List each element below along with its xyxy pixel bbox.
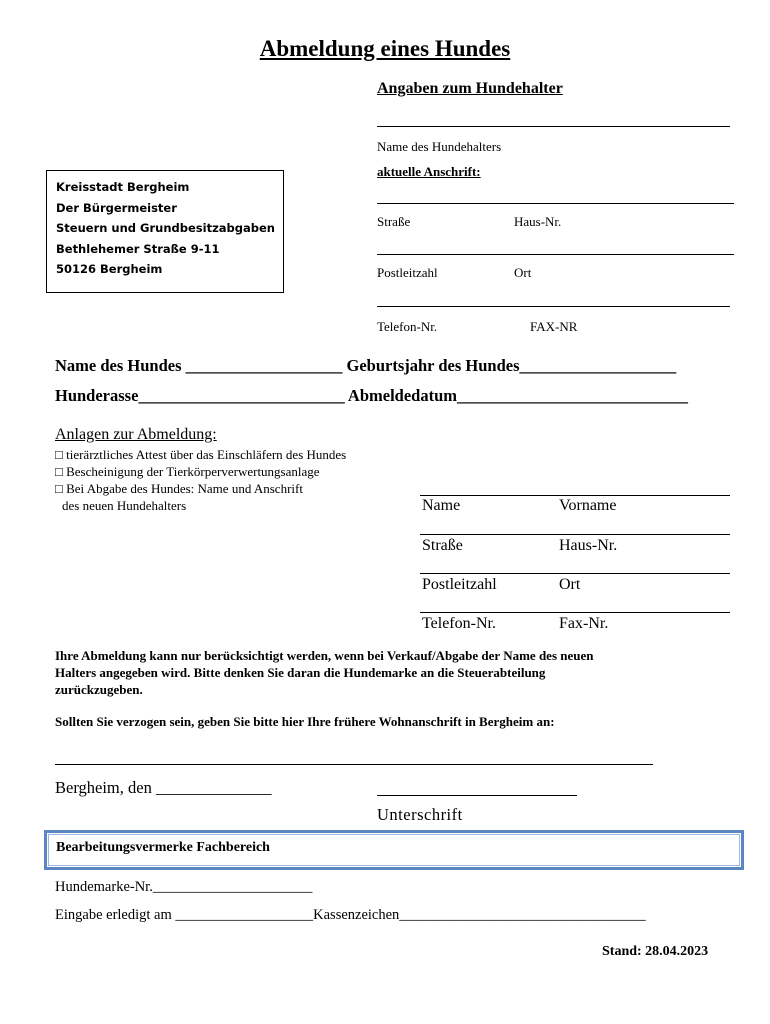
new-holder-line <box>420 495 730 496</box>
phone-line[interactable] <box>377 306 730 307</box>
street-line[interactable] <box>377 203 734 204</box>
new-holder-firstname-label: Vorname <box>559 497 617 514</box>
zip-line[interactable] <box>377 254 734 255</box>
stand-date: Stand: 28.04.2023 <box>602 944 709 959</box>
attachments-heading: Anlagen zur Abmeldung: <box>55 426 217 443</box>
street-label: Straße <box>377 214 411 229</box>
holder-name-label: Name des Hundehalters <box>377 139 502 154</box>
new-holder-fax-label: Fax-Nr. <box>559 615 609 632</box>
fax-label: FAX-NR <box>530 319 578 334</box>
dog-breed-label: Hunderasse <box>55 386 139 405</box>
entry-row <box>55 907 646 924</box>
zip-label: Postleitzahl <box>377 265 438 280</box>
recipient-line: Kreisstadt Bergheim <box>56 180 190 194</box>
notice-paragraph <box>55 647 594 698</box>
house-label: Haus-Nr. <box>514 214 562 229</box>
signature-label: Unterschrift <box>377 805 463 824</box>
entry-date-label: Eingabe erledigt am <box>55 907 172 923</box>
holder-heading: Angaben zum Hundehalter <box>377 80 563 97</box>
recipient-line: 50126 Bergheim <box>56 262 163 277</box>
dog-name-row <box>55 356 676 376</box>
place-date-field[interactable]: ______________ <box>155 778 272 797</box>
former-address-line[interactable] <box>55 764 653 765</box>
address-heading: aktuelle Anschrift: <box>377 164 481 179</box>
holder-name-line[interactable] <box>377 126 730 127</box>
notice-line: zurückzugeben. <box>55 682 143 697</box>
new-holder-name-line[interactable] <box>420 534 730 535</box>
tag-number-field[interactable]: ______________________ <box>152 879 313 895</box>
phone-label: Telefon-Nr. <box>377 319 438 334</box>
city-label: Ort <box>514 265 532 280</box>
new-holder-zip-label: Postleitzahl <box>422 576 497 593</box>
dog-name-field[interactable]: ___________________ <box>185 356 343 375</box>
attachment-checkbox-item[interactable]: □ Bescheinigung der Tierkörperverwertungsanlage <box>55 464 320 479</box>
tag-number-label: Hundemarke-Nr. <box>55 879 153 895</box>
dog-name-label: Name des Hundes <box>55 356 182 375</box>
attachment-continuation: des neuen Hundehalters <box>62 498 187 513</box>
office-notes-heading: Bearbeitungsvermerke Fachbereich <box>56 840 270 855</box>
dog-birthyear-field[interactable]: ___________________ <box>519 356 677 375</box>
place-date-label: Bergheim, den <box>55 778 152 797</box>
recipient-line: Bethlehemer Straße 9-11 <box>56 241 220 256</box>
dereg-date-field[interactable]: ____________________________ <box>457 386 688 405</box>
moved-notice: Sollten Sie verzogen sein, geben Sie bitte hier Ihre frühere Wohnanschrift in Bergheim an: <box>55 714 555 729</box>
tag-number-row <box>55 879 312 896</box>
recipient-address-box <box>46 170 284 293</box>
entry-date-field[interactable]: ___________________ <box>175 907 314 923</box>
recipient-line: Der Bürgermeister <box>56 200 177 215</box>
attachments-list <box>55 446 346 514</box>
notice-line: Ihre Abmeldung kann nur berücksichtigt werden, wenn bei Verkauf/Abgabe der Name des neuen <box>55 648 594 663</box>
attachment-checkbox-item[interactable]: □ tierärztliches Attest über das Einschläfern des Hundes <box>55 447 347 462</box>
new-holder-name-label: Name <box>422 497 461 514</box>
new-holder-zip-line[interactable] <box>420 612 730 613</box>
new-holder-phone-label: Telefon-Nr. <box>422 615 496 632</box>
signature-line[interactable] <box>377 795 577 796</box>
new-holder-street-label: Straße <box>422 537 463 554</box>
page-title: Abmeldung eines Hundes <box>259 36 511 61</box>
new-holder-city-label: Ort <box>559 576 581 593</box>
attachment-checkbox-item[interactable]: □ Bei Abgabe des Hundes: Name und Anschrift <box>55 481 303 496</box>
dereg-date-label: Abmeldedatum <box>347 386 457 405</box>
cash-field[interactable]: __________________________________ <box>399 907 646 923</box>
dog-breed-field[interactable]: _________________________ <box>138 386 345 405</box>
dog-birthyear-label: Geburtsjahr des Hundes <box>346 356 520 375</box>
place-date-row <box>55 778 271 798</box>
recipient-line: Steuern und Grundbesitzabgaben <box>56 221 275 236</box>
cash-label: Kassenzeichen <box>313 907 400 923</box>
new-holder-street-line[interactable] <box>420 573 730 574</box>
notice-line: Halters angegeben wird. Bitte denken Sie daran die Hundemarke an die Steuerabteilung <box>55 665 546 680</box>
new-holder-house-label: Haus-Nr. <box>559 537 618 554</box>
dog-breed-row <box>55 386 688 406</box>
